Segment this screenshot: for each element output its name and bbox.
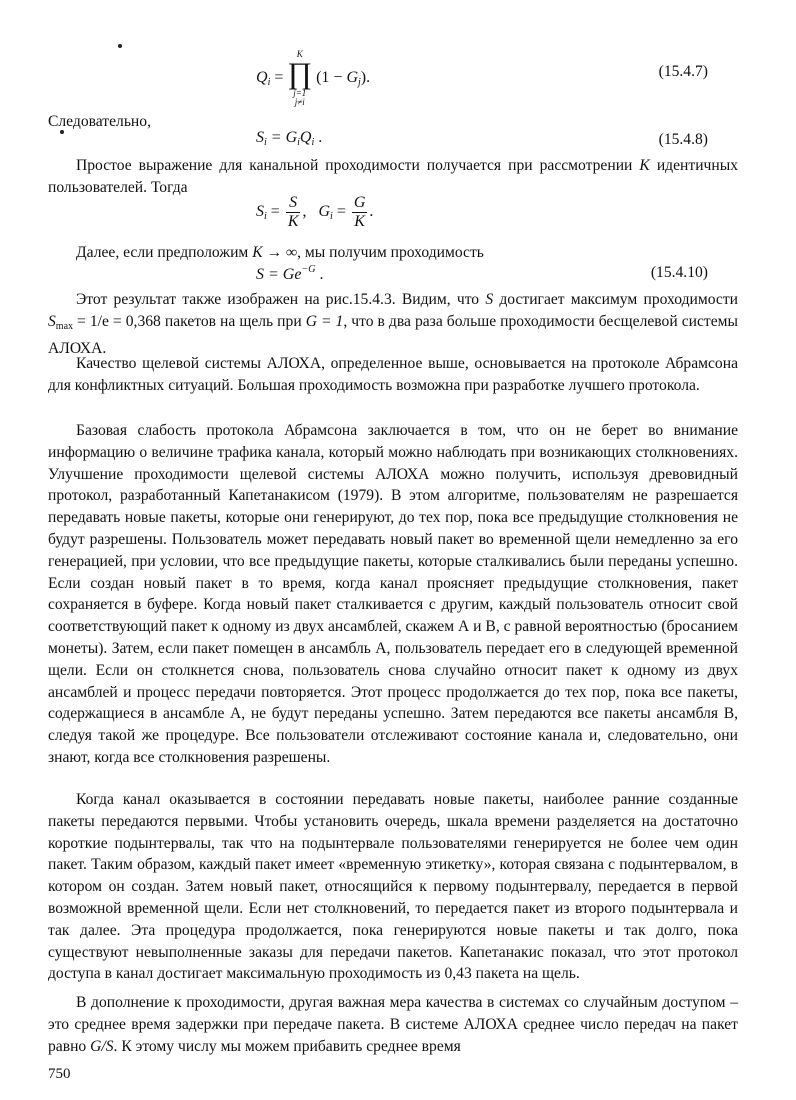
fraction-g-over-k: [352, 194, 368, 231]
eq1-open: (1 −: [316, 69, 347, 87]
product-upper-limit: K: [296, 49, 303, 59]
eq4-body: S = Ge: [256, 266, 302, 283]
eq1-close: ): [360, 69, 367, 87]
equation-15-4-7: [256, 50, 370, 107]
paragraph-5: Качество щелевой системы АЛОХА, определенное выше, основывается на протоколе Абрамсона для конфликтных ситуаций. Большая проходимость возможна при разработке лучшего протокола.: [48, 355, 738, 394]
eq3-g: G: [318, 203, 331, 221]
p8-text-a: В дополнение к проходимости, другая важная мера качества в системах со случайным доступом – это среднее время задержки при передаче пакета. В системе АЛОХА среднее число передач на пакет равно: [48, 994, 738, 1055]
paragraph-4: [48, 289, 738, 359]
eq2-s: S: [256, 129, 264, 146]
p4-text-b: достигает максимум проходимости: [499, 291, 738, 308]
eq1-g: G: [346, 69, 358, 87]
equation-15-4-8: [256, 129, 322, 148]
eq2-g-sub: i: [297, 137, 300, 148]
eq3-g-sub: i: [330, 211, 333, 223]
eq3-s: S: [256, 203, 264, 221]
equation-number-15-4-10: (15.4.10): [650, 264, 708, 281]
p3-math: K → ∞: [252, 244, 298, 261]
p3-text-a: Далее, если предположим: [76, 244, 249, 261]
eq2-s-sub: i: [264, 137, 267, 148]
equation-15-4-10: [256, 264, 323, 284]
p4-max-sub: max: [55, 320, 74, 332]
eq3-num2: G: [353, 194, 366, 211]
p4-g-eq: G = 1: [305, 312, 344, 330]
equation-number-15-4-7: (15.4.7): [658, 63, 708, 80]
eq3-den1: K: [287, 213, 299, 230]
paragraph-3: [48, 242, 738, 264]
page-number: 750: [48, 1066, 71, 1082]
scan-speck: [60, 130, 64, 134]
eq1-dot: .: [366, 69, 371, 87]
eq3-num1: S: [286, 194, 301, 213]
p3-text-b: , мы получим проходимость: [297, 244, 484, 261]
scan-speck-top: [118, 44, 122, 48]
p4-s: S: [485, 291, 494, 308]
p8-text-b: . К этому числу мы можем прибавить среднее время: [113, 1037, 461, 1055]
p2-text-a: Простое выражение для канальной проходимости получается при рассмотрении: [76, 157, 633, 174]
eq2-g: = G: [266, 129, 298, 146]
p4-smax: S: [48, 312, 56, 330]
product-symbol: ∏: [287, 57, 313, 90]
paragraph-6: Базовая слабость протокола Абрамсона заключается в том, что он не берет во внимание информацию о величине трафика канала, который можно наблюдать при возникающих столкновениях. Улучшение проходимости щелевой системы АЛОХА можно получить, используя древовидный протокол, разработанный Капетанакисом (1979). В этом алгоритме, пользователям не разрешается передавать новые пакеты, которые они генерируют, до тех пор, пока все предыдущие столкновения не будут разрешены. Пользователь может передавать новый пакет во временной щели немедленно за его генерацией, при условии, что все предыдущие пакеты, которые сталкивались были переданы успешно. Если создан новый пакет в то время, когда канал проясняет предыдущие столкновения, пакет сохраняется в буфере. Когда новый пакет сталкивается с другим, каждый пользователь относит свой соответствующий пакет к одному из двух ансамблей, скажем А и В, с равной вероятностью (бросанием монеты). Затем, если пакет помещен в ансамбль А, пользователь передает его в следующей временной щели. Если он столкнется снова, пользователь снова случайно относит пакет к одному из двух ансамблей и процесс передачи повторяется. Этот процесс продолжается до тех пор, пока все пакеты, содержащиеся в ансамбле А, не будут переданы успешно. Затем передаются все пакеты ансамбля В, следуя такой же процедуре. Все пользователи отслеживают состояние канала и, следовательно, они знают, когда все столкновения разрешены.: [48, 422, 738, 766]
paragraph-8: [48, 992, 738, 1057]
paragraph-2: [48, 155, 738, 199]
eq2-q-sub: i: [311, 137, 315, 148]
eq1-g-sub: j: [358, 77, 361, 89]
p4-text-e: , что в два раза больше проходимости бесщелевой системы АЛОХА.: [48, 312, 738, 357]
eq2-dot: .: [314, 129, 323, 146]
eq4-exponent: −G: [301, 264, 316, 275]
p2-text-b: идентичных пользователей. Тогда: [48, 157, 738, 196]
paragraph-1: Следовательно,: [48, 113, 151, 130]
equation-per-user: $S_i$ = $\frac{S}{K}$ , $G_i$ = $\frac{G}{K}$ .: [256, 194, 374, 230]
eq1-lhs-sub: i: [267, 77, 271, 89]
product-lower-condition: j≠i: [294, 97, 305, 107]
eq4-dot: .: [315, 266, 324, 283]
product-lower-limit: j=1: [293, 88, 307, 98]
eq1-equals: =: [274, 69, 284, 87]
p2-k: K: [639, 157, 650, 174]
equation-number-15-4-8: (15.4.8): [658, 131, 708, 148]
eq3-s-sub: i: [264, 211, 267, 223]
paragraph-7: Когда канал оказывается в состоянии передавать новые пакеты, наиболее ранние созданные пакеты передаются первыми. Чтобы установить очередь, шкала времени разделяется на достаточно короткие подынтервалы, так что на подынтервале пользователями генерируется не более чем один пакет. Таким образом, каждый пакет имеет «временную этикетку», которая связана с подынтервалом, в котором он создан. Затем новый пакет, относящийся к первому подынтервалу, передается в первой возможной временной щели. Если нет столкновений, то передается пакет из второго подынтервала и так далее. Эта процедура продолжается, пока генерируются новые пакеты и так долго, пока существуют невыполненные заказы для передачи пакетов. Капетанакис показал, что этот протокол доступа в канал достигает максимальную проходимость из 0,43 пакета на щель.: [48, 791, 738, 983]
eq2-q: Q: [299, 129, 312, 146]
p4-value: = 1/e = 0,368: [73, 312, 161, 330]
p4-text-d: пакетов на щель при: [164, 312, 302, 330]
p8-math: G/S: [90, 1037, 114, 1055]
fraction-s-over-k: [286, 194, 301, 231]
eq1-lhs: Q: [256, 69, 268, 87]
product-operator: [287, 50, 312, 107]
eq3-den2: K: [354, 213, 365, 230]
p4-text-a: Этот результат также изображен на рис.15.4.3. Видим, что: [76, 291, 480, 308]
